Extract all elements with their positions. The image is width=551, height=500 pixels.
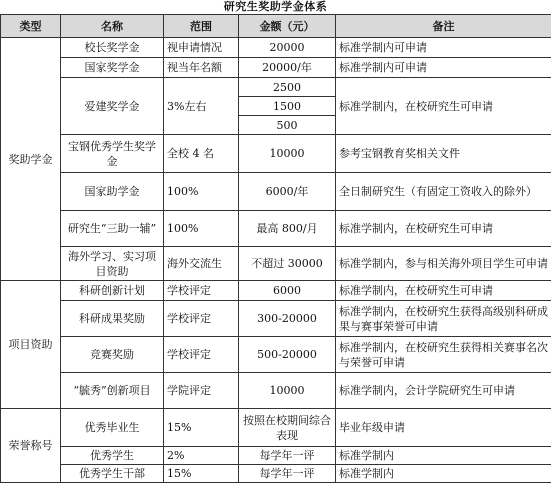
row-note: 标准学制内，在校研究生可申请 [336,281,551,301]
table-row [1,211,551,247]
row-amount: 每学年一评 [239,447,336,465]
row-name: 国家助学金 [61,173,164,211]
table-title: 研究生奖助学金体系 [223,0,328,13]
row-name: “毓秀”创新项目 [61,373,164,409]
row-amount: 500-20000 [239,337,336,373]
row-scope: 100% [164,211,239,247]
row-scope: 海外交流生 [164,247,239,281]
header-row [1,15,551,38]
row-scope: 全校 4 名 [164,135,239,173]
table-row [1,58,551,78]
row-note: 标准学制内，参与相关海外项目学生可申请 [336,247,551,281]
row-note: 标准学制内，在校研究生获得相关赛事名次与荣誉可申请 [336,337,551,373]
header-scope: 范围 [164,15,239,38]
row-name: 科研成果奖励 [61,301,164,337]
row-note: 标准学制内，在校研究生获得高级别科研成果与赛事荣誉可申请 [336,301,551,337]
row-amount: 每学年一评 [239,465,336,483]
amount-tier: 500 [276,118,298,132]
row-scope: 15% [164,409,239,447]
row-amount: 不超过 30000 [239,247,336,281]
row-note: 毕业年级申请 [336,409,551,447]
row-scope: 学院评定 [164,373,239,409]
row-note: 标准学制内，在校研究生可申请 [336,211,551,247]
table-row [1,173,551,211]
row-scope: 学校评定 [164,337,239,373]
row-scope: 2% [164,447,239,465]
row-note: 标准学制内可申请 [336,38,551,58]
row-note: 标准学制内，在校研究生可申请 [336,78,551,135]
row-scope: 学校评定 [164,281,239,301]
row-note: 全日制研究生（有固定工资收入的除外） [336,173,551,211]
row-amount: 按照在校期间综合表现 [239,409,336,447]
row-scope: 15% [164,465,239,483]
row-name: 竞赛奖励 [61,337,164,373]
amount-tiers [239,78,335,134]
row-scope: 学校评定 [164,301,239,337]
row-scope: 3%左右 [164,78,239,135]
table-row [1,301,551,337]
row-name: 优秀毕业生 [61,409,164,447]
row-note: 标准学制内 [336,447,551,465]
row-note: 标准学制内 [336,465,551,483]
header-amount: 金额（元） [239,15,336,38]
row-scope: 100% [164,173,239,211]
group-project: 项目资助 [1,281,61,409]
row-name: 优秀学生干部 [61,465,164,483]
table-row [1,373,551,409]
row-name: 研究生“三助一辅” [61,211,164,247]
table-row [1,135,551,173]
row-amount-tiers [239,78,336,135]
row-name: 国家奖学金 [61,58,164,78]
row-amount: 20000 [239,38,336,58]
row-note: 标准学制内，会计学院研究生可申请 [336,373,551,409]
row-amount: 10000 [239,135,336,173]
row-name: 爱建奖学金 [61,78,164,135]
table-row [1,281,551,301]
row-note: 参考宝钢教育奖相关文件 [336,135,551,173]
table-row [1,78,551,135]
row-amount: 10000 [239,373,336,409]
scholarship-table [0,14,551,483]
header-name: 名称 [61,15,164,38]
table-row [1,337,551,373]
row-note: 标准学制内可申请 [336,58,551,78]
row-name: 校长奖学金 [61,38,164,58]
row-amount: 300-20000 [239,301,336,337]
row-amount: 6000 [239,281,336,301]
row-scope: 视申请情况 [164,38,239,58]
amount-tier: 1500 [239,97,335,116]
table-row [1,247,551,281]
row-amount: 20000/年 [239,58,336,78]
row-name: 科研创新计划 [61,281,164,301]
table-row [1,465,551,483]
row-amount: 最高 800/月 [239,211,336,247]
header-note: 备注 [336,15,551,38]
table-row [1,447,551,465]
group-honor: 荣誉称号 [1,409,61,483]
row-scope: 视当年名额 [164,58,239,78]
row-name: 优秀学生 [61,447,164,465]
amount-tier: 2500 [239,78,335,97]
table-row [1,409,551,447]
row-amount: 6000/年 [239,173,336,211]
header-type: 类型 [1,15,61,38]
row-name: 宝钢优秀学生奖学金 [61,135,164,173]
table-row [1,38,551,58]
row-name: 海外学习、实习项目资助 [61,247,164,281]
group-aid: 奖助学金 [1,38,61,281]
